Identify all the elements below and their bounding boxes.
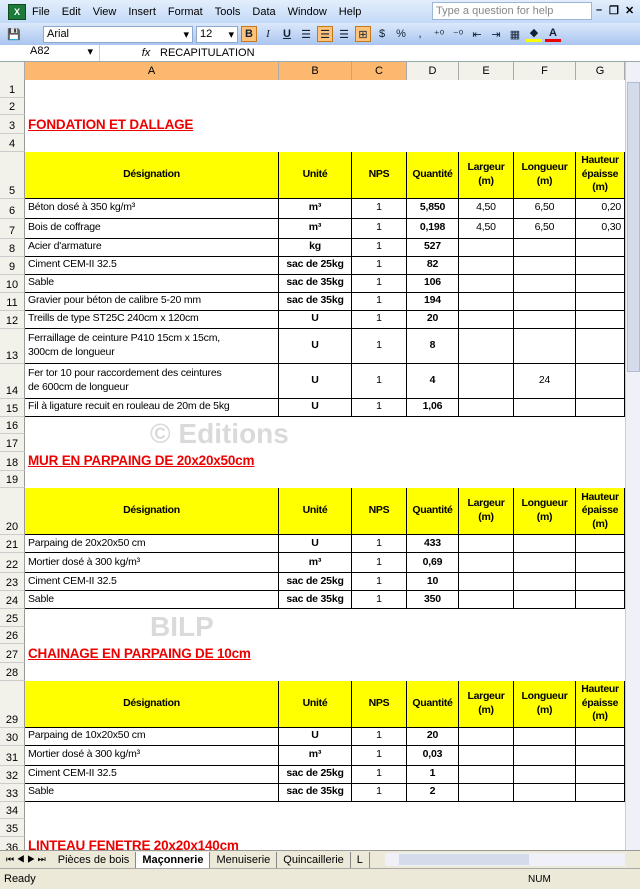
column-label[interactable]: Largeur (m) — [459, 488, 514, 535]
row-header[interactable]: 21 — [0, 535, 25, 553]
cell-g[interactable] — [576, 399, 625, 417]
comma-button[interactable]: , — [418, 28, 422, 40]
row-header[interactable]: 29 — [0, 681, 25, 728]
menu-file[interactable]: File — [32, 5, 50, 18]
num-lock-indicator: NUM — [528, 874, 551, 885]
tab-quincaillerie[interactable]: Quincaillerie — [277, 852, 351, 868]
row-19 — [0, 471, 625, 489]
row-25 — [0, 609, 625, 627]
cell-d[interactable]: 350 — [407, 591, 459, 609]
cell-e[interactable] — [459, 364, 514, 399]
cell-f[interactable] — [514, 293, 576, 311]
section-title[interactable]: FONDATION ET DALLAGE — [28, 116, 194, 132]
row-header[interactable]: 27 — [0, 644, 25, 663]
row-header[interactable]: 31 — [0, 746, 25, 766]
cell-e[interactable] — [459, 784, 514, 802]
status-bar — [0, 868, 640, 889]
row-11 — [0, 293, 625, 311]
chevron-down-icon: ▾ — [87, 46, 93, 58]
cell-c[interactable]: 1 — [352, 728, 407, 746]
watermark: © Editions — [150, 418, 289, 449]
cell-b[interactable]: U — [279, 329, 352, 364]
section-title[interactable]: MUR EN PARPAING DE 20x20x50cm — [28, 453, 255, 469]
column-label[interactable]: Longueur (m) — [514, 488, 576, 535]
cell-f[interactable] — [514, 275, 576, 293]
row-header[interactable]: 35 — [0, 819, 25, 837]
cell-reference: A82 — [30, 45, 50, 57]
cell-f[interactable] — [514, 257, 576, 275]
column-label[interactable]: Unité — [279, 488, 352, 535]
cell-g[interactable] — [576, 364, 625, 399]
menu-insert[interactable]: Insert — [128, 5, 156, 18]
cell-e[interactable] — [459, 275, 514, 293]
row-22 — [0, 553, 625, 573]
cell-g[interactable] — [576, 573, 625, 591]
column-label[interactable]: NPS — [352, 152, 407, 199]
font-color-icon[interactable]: A — [545, 26, 561, 42]
column-header-g[interactable]: G — [576, 62, 625, 80]
cell-a[interactable]: Treills de type ST25C 240cm x 120cm — [25, 311, 279, 329]
cell-d[interactable]: 5,850 — [407, 199, 459, 219]
cell-d[interactable]: 20 — [407, 311, 459, 329]
close-icon[interactable]: ✕ — [625, 5, 635, 17]
cell-c[interactable]: 1 — [352, 311, 407, 329]
select-all-corner[interactable] — [0, 62, 25, 80]
cell-e[interactable] — [459, 535, 514, 553]
row-6 — [0, 199, 625, 219]
cell-a[interactable]: Fer tor 10 pour raccordement des ceintures de 600cm de longueur — [25, 364, 279, 399]
menu-window[interactable]: Window — [287, 5, 327, 18]
cell-b[interactable]: U — [279, 535, 352, 553]
cell-e[interactable] — [459, 293, 514, 311]
row-31 — [0, 746, 625, 766]
cell-a[interactable]: Béton dosé à 350 kg/m³ — [25, 199, 279, 219]
column-label[interactable]: Hauteur épaisse (m) — [576, 152, 625, 199]
align-right-icon[interactable]: ☰ — [339, 28, 349, 41]
cell-c[interactable]: 1 — [352, 239, 407, 257]
row-15 — [0, 399, 625, 417]
row-header[interactable]: 16 — [0, 417, 25, 435]
formatting-toolbar — [0, 23, 640, 45]
cell-c[interactable]: 1 — [352, 293, 407, 311]
save-icon[interactable]: 💾 — [7, 28, 21, 41]
row-34 — [0, 802, 625, 820]
cell-d[interactable]: 4 — [407, 364, 459, 399]
tab-l[interactable]: L — [351, 852, 370, 868]
row-header[interactable]: 12 — [0, 311, 25, 329]
row-header[interactable]: 15 — [0, 399, 25, 417]
underline-button[interactable]: U — [283, 28, 291, 40]
spreadsheet-grid[interactable] — [0, 80, 625, 850]
cell-e[interactable] — [459, 257, 514, 275]
row-35 — [0, 819, 625, 837]
cell-g[interactable] — [576, 728, 625, 746]
column-header-f[interactable]: F — [514, 62, 576, 80]
cell-f[interactable] — [514, 399, 576, 417]
row-header[interactable]: 3 — [0, 115, 25, 134]
column-label[interactable]: Hauteur épaisse (m) — [576, 488, 625, 535]
row-header[interactable]: 18 — [0, 452, 25, 471]
formula-input[interactable]: RECAPITULATION — [160, 47, 255, 59]
row-4 — [0, 134, 625, 152]
decrease-indent-icon[interactable]: ⇤ — [472, 28, 482, 41]
percent-button[interactable]: % — [396, 28, 406, 40]
watermark: BILP — [150, 611, 214, 642]
row-header[interactable]: 33 — [0, 784, 25, 802]
minimize-icon[interactable]: – — [596, 4, 603, 16]
cell-a[interactable]: Sable — [25, 591, 279, 609]
function-icon[interactable]: fx — [141, 47, 151, 59]
cell-f[interactable] — [514, 573, 576, 591]
column-label[interactable]: Largeur (m) — [459, 681, 514, 728]
cell-d[interactable]: 20 — [407, 728, 459, 746]
cell-g[interactable] — [576, 311, 625, 329]
column-label[interactable]: Désignation — [25, 152, 279, 199]
cell-e[interactable] — [459, 329, 514, 364]
cell-b[interactable]: U — [279, 364, 352, 399]
cell-g[interactable] — [576, 257, 625, 275]
cell-g[interactable]: 0,20 — [576, 199, 625, 219]
cell-g[interactable] — [576, 329, 625, 364]
cell-f[interactable] — [514, 311, 576, 329]
row-9 — [0, 257, 625, 275]
row-header[interactable]: 20 — [0, 488, 25, 535]
column-header-b[interactable]: B — [279, 62, 352, 80]
cell-a[interactable]: Ferraillage de ceinture P410 15cm x 15cm, 300cm de longueur — [25, 329, 279, 364]
cell-e[interactable]: 4,50 — [459, 219, 514, 239]
menu-edit[interactable]: Edit — [61, 5, 81, 18]
cell-c[interactable]: 1 — [352, 199, 407, 219]
row-8 — [0, 239, 625, 257]
menu-view[interactable]: View — [92, 5, 117, 18]
row-header[interactable]: 14 — [0, 364, 25, 399]
column-label[interactable]: Unité — [279, 152, 352, 199]
formula-bar — [0, 45, 640, 62]
column-header-e[interactable]: E — [459, 62, 514, 80]
decrease-decimal-icon[interactable]: ⁻⁰ — [452, 28, 464, 41]
row-2 — [0, 98, 625, 116]
cell-d[interactable]: 2 — [407, 784, 459, 802]
cell-f[interactable] — [514, 535, 576, 553]
bold-button[interactable]: B — [241, 26, 257, 42]
row-header[interactable]: 5 — [0, 152, 25, 199]
menu-format[interactable]: Format — [167, 5, 203, 18]
row-1 — [0, 80, 625, 98]
cell-d[interactable]: 82 — [407, 257, 459, 275]
cell-b[interactable]: U — [279, 728, 352, 746]
borders-icon[interactable]: ▦ — [509, 28, 521, 41]
row-12 — [0, 311, 625, 329]
column-header-c[interactable]: C — [352, 62, 407, 80]
cell-c[interactable]: 1 — [352, 535, 407, 553]
cell-c[interactable]: 1 — [352, 275, 407, 293]
cell-d[interactable]: 433 — [407, 535, 459, 553]
vertical-scrollbar[interactable] — [625, 62, 640, 850]
column-label[interactable]: Quantité — [407, 152, 459, 199]
cell-d[interactable]: 10 — [407, 573, 459, 591]
italic-button[interactable]: I — [266, 28, 270, 40]
row-24 — [0, 591, 625, 609]
cell-b[interactable]: m³ — [279, 553, 352, 573]
row-18 — [0, 452, 625, 471]
cell-b[interactable]: m³ — [279, 219, 352, 239]
cell-c[interactable]: 1 — [352, 257, 407, 275]
column-label[interactable]: Longueur (m) — [514, 681, 576, 728]
column-header-d[interactable]: D — [407, 62, 459, 80]
increase-indent-icon[interactable]: ⇥ — [491, 28, 501, 41]
row-29 — [0, 681, 625, 728]
cell-g[interactable]: 0,30 — [576, 219, 625, 239]
column-label[interactable]: Longueur (m) — [514, 152, 576, 199]
cell-e[interactable]: 4,50 — [459, 199, 514, 219]
fill-color-icon[interactable]: ◆ — [526, 26, 542, 42]
row-33 — [0, 784, 625, 802]
cell-b[interactable]: U — [279, 399, 352, 417]
cell-a[interactable]: Gravier pour béton de calibre 5-20 mm — [25, 293, 279, 311]
cell-e[interactable] — [459, 728, 514, 746]
cell-b[interactable]: m³ — [279, 746, 352, 766]
row-27 — [0, 644, 625, 663]
cell-d[interactable]: 0,03 — [407, 746, 459, 766]
cell-e[interactable] — [459, 399, 514, 417]
align-left-icon[interactable]: ☰ — [301, 28, 311, 41]
name-box[interactable] — [0, 45, 100, 61]
cell-d[interactable]: 527 — [407, 239, 459, 257]
row-13 — [0, 329, 625, 364]
cell-g[interactable] — [576, 746, 625, 766]
row-3 — [0, 115, 625, 134]
cell-f[interactable] — [514, 591, 576, 609]
cell-a[interactable]: Mortier dosé à 300 kg/m³ — [25, 746, 279, 766]
row-header[interactable]: 9 — [0, 257, 25, 275]
cell-b[interactable]: U — [279, 311, 352, 329]
cell-e[interactable] — [459, 591, 514, 609]
cell-d[interactable]: 106 — [407, 275, 459, 293]
cell-c[interactable]: 1 — [352, 219, 407, 239]
row-26 — [0, 627, 625, 645]
cell-g[interactable] — [576, 766, 625, 784]
row-header[interactable]: 17 — [0, 434, 25, 452]
cell-b[interactable]: sac de 35kg — [279, 275, 352, 293]
cell-d[interactable]: 1,06 — [407, 399, 459, 417]
cell-f[interactable] — [514, 728, 576, 746]
cell-a[interactable]: Bois de coffrage — [25, 219, 279, 239]
cell-e[interactable] — [459, 766, 514, 784]
row-14 — [0, 364, 625, 399]
row-header[interactable]: 6 — [0, 199, 25, 219]
row-30 — [0, 728, 625, 746]
row-header[interactable]: 7 — [0, 219, 25, 239]
align-center-icon[interactable]: ☰ — [317, 26, 333, 42]
row-header[interactable]: 34 — [0, 802, 25, 820]
font-name-select[interactable] — [43, 26, 193, 43]
row-header[interactable]: 36 — [0, 837, 25, 851]
restore-icon[interactable]: ❐ — [609, 5, 619, 17]
cell-c[interactable]: 1 — [352, 399, 407, 417]
cell-b[interactable]: sac de 35kg — [279, 784, 352, 802]
row-header[interactable]: 19 — [0, 471, 25, 489]
row-header[interactable]: 23 — [0, 573, 25, 591]
cell-c[interactable]: 1 — [352, 573, 407, 591]
cell-a[interactable]: Mortier dosé à 300 kg/m³ — [25, 553, 279, 573]
cell-f[interactable] — [514, 329, 576, 364]
cell-g[interactable] — [576, 275, 625, 293]
cell-f[interactable]: 6,50 — [514, 199, 576, 219]
column-label[interactable]: Largeur (m) — [459, 152, 514, 199]
tab-maconnerie[interactable]: Maçonnerie — [136, 852, 210, 868]
row-20 — [0, 488, 625, 535]
row-23 — [0, 573, 625, 591]
cell-b[interactable]: kg — [279, 239, 352, 257]
row-36 — [0, 837, 625, 851]
cell-e[interactable] — [459, 553, 514, 573]
cell-a[interactable]: Parpaing de 20x20x50 cm — [25, 535, 279, 553]
column-label[interactable]: NPS — [352, 681, 407, 728]
cell-d[interactable]: 0,69 — [407, 553, 459, 573]
cell-a[interactable]: Sable — [25, 275, 279, 293]
cell-a[interactable]: Parpaing de 10x20x50 cm — [25, 728, 279, 746]
tab-nav-icons[interactable]: ⏮ ◀ ▶ ⏭ — [6, 854, 46, 864]
column-label[interactable]: Quantité — [407, 488, 459, 535]
cell-c[interactable]: 1 — [352, 591, 407, 609]
row-21 — [0, 535, 625, 553]
scroll-thumb[interactable] — [627, 82, 640, 372]
scroll-thumb[interactable] — [399, 854, 529, 865]
menu-help[interactable]: Help — [338, 5, 362, 18]
row-header[interactable]: 4 — [0, 134, 25, 152]
column-label[interactable]: NPS — [352, 488, 407, 535]
chevron-down-icon: ▾ — [183, 28, 189, 41]
row-16 — [0, 417, 625, 435]
merge-center-icon[interactable]: ⊞ — [355, 26, 371, 42]
row-5 — [0, 152, 625, 199]
status-text: Ready — [4, 873, 36, 885]
cell-a[interactable]: Ciment CEM-II 32.5 — [25, 257, 279, 275]
cell-d[interactable]: 1 — [407, 766, 459, 784]
cell-f[interactable] — [514, 766, 576, 784]
cell-b[interactable]: sac de 35kg — [279, 591, 352, 609]
cell-a[interactable]: Sable — [25, 784, 279, 802]
cell-f[interactable] — [514, 784, 576, 802]
row-header[interactable]: 30 — [0, 728, 25, 746]
cell-a[interactable]: Fil à ligature recuit en rouleau de 20m de 5kg — [25, 399, 279, 417]
cell-b[interactable]: m³ — [279, 199, 352, 219]
chevron-down-icon: ▾ — [228, 28, 234, 41]
row-header[interactable]: 11 — [0, 293, 25, 311]
row-header[interactable]: 22 — [0, 553, 25, 573]
column-label[interactable]: Hauteur épaisse (m) — [576, 681, 625, 728]
cell-g[interactable] — [576, 293, 625, 311]
row-header[interactable]: 32 — [0, 766, 25, 784]
cell-c[interactable]: 1 — [352, 766, 407, 784]
cell-d[interactable]: 194 — [407, 293, 459, 311]
row-header[interactable]: 26 — [0, 627, 25, 645]
column-header-a[interactable]: A — [25, 62, 279, 80]
cell-a[interactable]: Ciment CEM-II 32.5 — [25, 766, 279, 784]
cell-g[interactable] — [576, 784, 625, 802]
sheet-tabs — [0, 850, 640, 868]
row-header[interactable]: 2 — [0, 98, 25, 116]
cell-c[interactable]: 1 — [352, 746, 407, 766]
cell-d[interactable]: 8 — [407, 329, 459, 364]
cell-e[interactable] — [459, 311, 514, 329]
cell-f[interactable]: 24 — [514, 364, 576, 399]
row-header[interactable]: 10 — [0, 275, 25, 293]
column-label[interactable]: Désignation — [25, 681, 279, 728]
row-header[interactable]: 1 — [0, 80, 25, 98]
cell-a[interactable]: Acier d'armature — [25, 239, 279, 257]
row-header[interactable]: 28 — [0, 663, 25, 681]
cell-d[interactable]: 0,198 — [407, 219, 459, 239]
cell-b[interactable]: sac de 25kg — [279, 766, 352, 784]
cell-a[interactable]: Ciment CEM-II 32.5 — [25, 573, 279, 591]
cell-f[interactable] — [514, 553, 576, 573]
cell-c[interactable]: 1 — [352, 553, 407, 573]
cell-c[interactable]: 1 — [352, 784, 407, 802]
cell-f[interactable] — [514, 746, 576, 766]
currency-icon[interactable]: $ — [378, 28, 386, 40]
increase-decimal-icon[interactable]: ⁺⁰ — [433, 28, 445, 41]
cell-f[interactable] — [514, 239, 576, 257]
row-header[interactable]: 8 — [0, 239, 25, 257]
excel-icon: X — [8, 4, 26, 20]
cell-b[interactable]: sac de 25kg — [279, 573, 352, 591]
column-label[interactable]: Unité — [279, 681, 352, 728]
font-size: 12 — [200, 27, 213, 40]
cell-b[interactable]: sac de 25kg — [279, 257, 352, 275]
horizontal-scrollbar[interactable] — [385, 853, 625, 866]
row-header[interactable]: 25 — [0, 609, 25, 627]
cell-e[interactable] — [459, 746, 514, 766]
cell-c[interactable]: 1 — [352, 329, 407, 364]
cell-f[interactable]: 6,50 — [514, 219, 576, 239]
column-label[interactable]: Désignation — [25, 488, 279, 535]
cell-g[interactable] — [576, 535, 625, 553]
help-search-input[interactable]: Type a question for help — [432, 2, 592, 20]
row-10 — [0, 275, 625, 293]
tab-menuiserie[interactable]: Menuiserie — [210, 852, 277, 868]
font-size-select[interactable] — [196, 26, 238, 43]
cell-e[interactable] — [459, 573, 514, 591]
cell-e[interactable] — [459, 239, 514, 257]
section-title[interactable]: CHAINAGE EN PARPAING DE 10cm — [28, 645, 251, 661]
row-32 — [0, 766, 625, 784]
menu-data[interactable]: Data — [252, 5, 276, 18]
row-28 — [0, 663, 625, 681]
cell-g[interactable] — [576, 591, 625, 609]
row-7 — [0, 219, 625, 239]
menu-bar — [0, 0, 640, 23]
tab-pieces-de-bois[interactable]: Pièces de bois — [52, 852, 137, 868]
row-header[interactable]: 24 — [0, 591, 25, 609]
column-label[interactable]: Quantité — [407, 681, 459, 728]
cell-g[interactable] — [576, 239, 625, 257]
section-title[interactable]: LINTEAU FENETRE 20x20x140cm — [28, 838, 239, 850]
row-17 — [0, 434, 625, 452]
row-header[interactable]: 13 — [0, 329, 25, 364]
column-headers — [0, 62, 640, 80]
cell-g[interactable] — [576, 553, 625, 573]
cell-c[interactable]: 1 — [352, 364, 407, 399]
cell-b[interactable]: sac de 35kg — [279, 293, 352, 311]
menu-tools[interactable]: Tools — [214, 5, 241, 18]
font-name: Arial — [47, 27, 70, 40]
